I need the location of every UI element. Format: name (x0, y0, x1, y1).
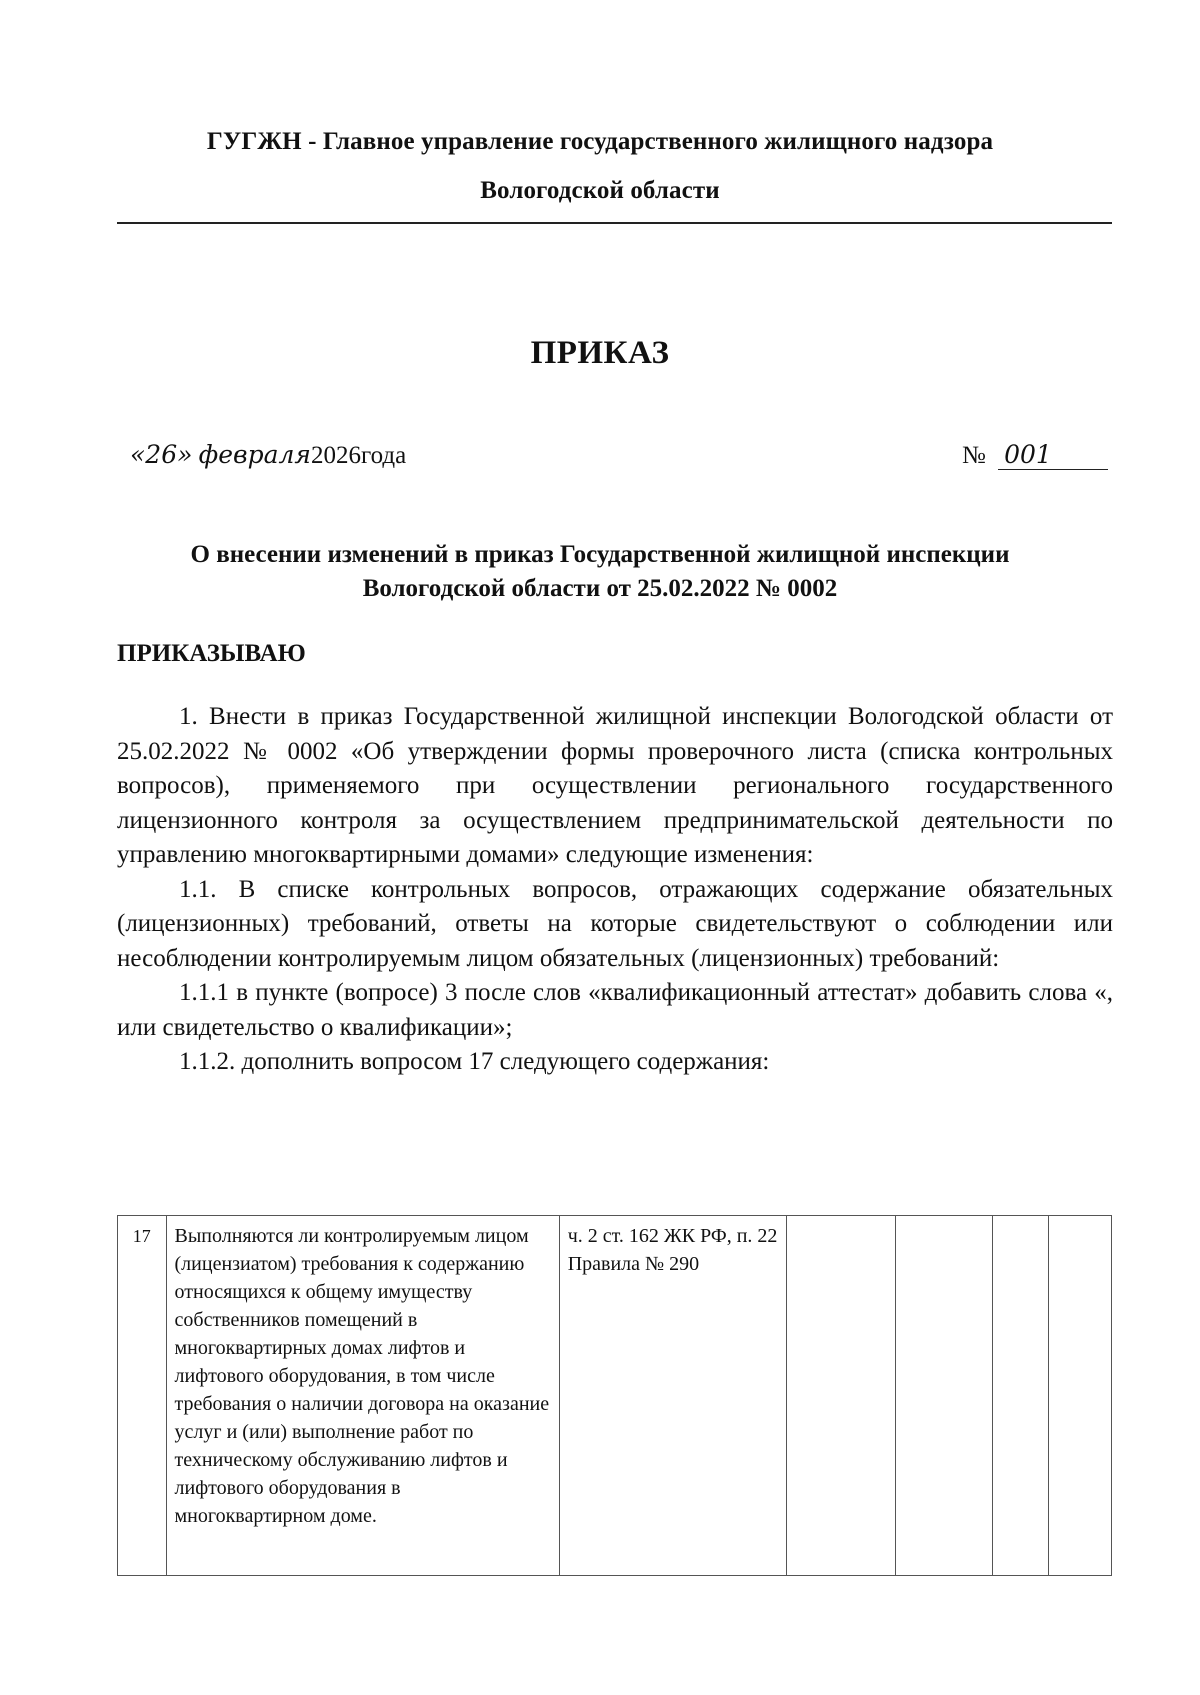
order-subject (0, 538, 1200, 606)
date-day: «26» (130, 440, 193, 469)
order-number (962, 440, 1108, 470)
date-month: февраля (198, 440, 311, 469)
subject-line1: О внесении изменений в приказ Государственной жилищной инспекции (190, 541, 1010, 568)
empty-cell (786, 1216, 895, 1576)
org-name-line1: ГУГЖН - Главное управление государственного жилищного надзора (206, 128, 994, 155)
paragraph-1-1-2: 1.1.2. дополнить вопросом 17 следующего содержания: (179, 1048, 770, 1075)
subject-line2: Вологодской области от 25.02.2022 № 0002 (362, 575, 838, 602)
order-date (130, 440, 406, 470)
empty-cell (1048, 1216, 1111, 1576)
date-year: 2026 (310, 442, 361, 469)
question-table (117, 1215, 1112, 1576)
row-reference: ч. 2 ст. 162 ЖК РФ, п. 22 Правила № 290 (559, 1216, 786, 1576)
table-row (118, 1216, 1112, 1576)
number-label: № (962, 442, 986, 469)
org-name-line2: Вологодской области (480, 177, 720, 204)
empty-cell (992, 1216, 1048, 1576)
empty-cell (895, 1216, 992, 1576)
paragraph-1-1-1: 1.1.1 в пункте (вопросе) 3 после слов «квалификационный аттестат» добавить слова «, или свидетельство о квалификации»; (117, 979, 1113, 1041)
row-question: Выполняются ли контролируемым лицом (лицензиатом) требования к содержанию относящихся к общему имуществу собственников помещений в многоквартирных домах лифтов и лифтового оборудования, в том числе требования о наличии договора на оказание услуг и (или) выполнение работ по техническому обслуживанию лифтов и лифтового оборудования в многоквартирном доме. (166, 1216, 559, 1576)
paragraph-1-1: 1.1. В списке контрольных вопросов, отражающих содержание обязательных (лицензионных) требований, ответы на которые свидетельствуют о соблюдении или несоблюдении контролируемым лицом обязательных (лицензионных) требований: (117, 875, 1113, 972)
document-title: ПРИКАЗ (530, 335, 670, 371)
number-value: 001 (998, 440, 1108, 470)
header-divider (117, 222, 1112, 224)
paragraph-1: 1. Внести в приказ Государственной жилищной инспекции Вологодской области от 25.02.2022 № 0002 «Об утверждении формы проверочного листа (списка контрольных вопросов), применяемого при осуществлении регионального государственного лицензионного контроля за осуществлением предпринимательской деятельности по управлению многоквартирными домами» следующие изменения: (117, 703, 1113, 868)
date-year-suffix: года (360, 442, 407, 469)
order-directive: ПРИКАЗЫВАЮ (117, 640, 306, 667)
row-number: 17 (118, 1216, 167, 1576)
order-body (117, 700, 1113, 1080)
